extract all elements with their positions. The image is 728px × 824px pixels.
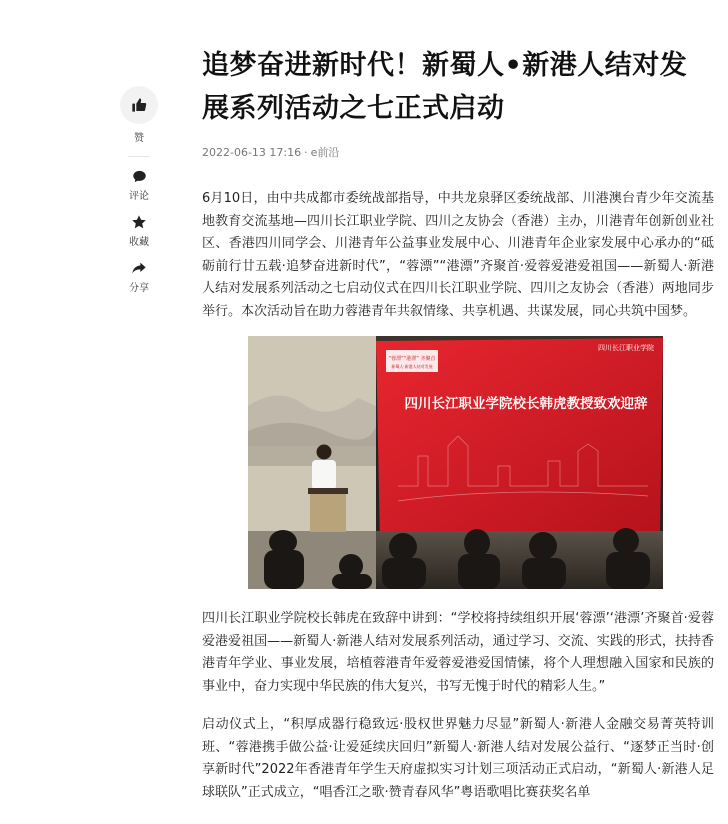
article-source[interactable]: e前沿 xyxy=(310,146,340,159)
podium xyxy=(308,488,348,532)
article-paragraph: 6月10日，由中共成都市委统战部指导，中共龙泉驿区委统战部、川港澳台青少年交流基地教育交流基地—四川长江职业学院、四川之友协会（香港）主办，川港青年创新创业社区、香港四川同学会、川港青年公益事业发展中心、川港青年企业家发展中心承办的“砥砺前行廿五载·追梦奋进新时代”，“蓉漂”“港漂”齐聚首·爱蓉爱港爱祖国——新蜀人·新港人结对发展系列活动之七启动仪式在四川长江职业学院、四川之友协会（香港）两地同步举行。本次活动旨在助力蓉港青年共叙情缘、共享机遇、共谋发展，同心共筑中国梦。 xyxy=(202,191,714,319)
article-paragraph: 启动仪式上，“积厚成器行稳致远·股权世界魅力尽显”新蜀人·新港人金融交易菁英特训班、“蓉港携手做公益·让爱延续庆回归”新蜀人·新港人结对发展公益行、“逐梦正当时·创享新时代”2022年香港青年学生天府虚拟实习计划三项活动正式启动，“新蜀人·新港人足球联队”正式成立，“唱香江之歌·赞青春风华”粤语歌唱比赛获奖名单 xyxy=(202,717,714,800)
thumbs-up-icon xyxy=(131,97,147,113)
article-meta xyxy=(202,144,714,160)
screen-small-sub: 新蜀人·新港人结对发展 xyxy=(391,364,433,369)
screen-caption: 四川长江职业学院校长韩虎教授致欢迎辞 xyxy=(404,396,648,412)
comment-label: 评论 xyxy=(129,191,149,202)
collect-button[interactable] xyxy=(119,214,159,248)
comment-icon xyxy=(132,169,147,184)
like-button[interactable] xyxy=(120,86,158,124)
comment-button[interactable] xyxy=(119,169,159,202)
screen-logo-text: 四川长江职业学院 xyxy=(598,344,654,352)
article xyxy=(202,44,714,804)
publish-date: 2022-06-13 17:16 xyxy=(202,146,302,159)
share-label: 分享 xyxy=(129,283,149,294)
article-photo[interactable] xyxy=(248,336,663,589)
screen-small-title: “蓉漂”“港漂” 齐聚首 xyxy=(388,356,436,362)
article-title: 追梦奋进新时代！新蜀人•新港人结对发展系列活动之七正式启动 xyxy=(202,50,688,124)
event-photo-illustration xyxy=(248,336,663,589)
star-icon xyxy=(131,214,147,230)
collect-label: 收藏 xyxy=(129,237,149,248)
sidebar-divider xyxy=(128,156,150,157)
share-icon xyxy=(131,260,147,276)
like-label: 赞 xyxy=(134,133,144,144)
article-paragraph: 四川长江职业学院校长韩虎在致辞中讲到：“学校将持续组织开展‘蓉漂’‘港漂’齐聚首·爱蓉爱港爱祖国——新蜀人·新港人结对发展系列活动，通过学习、交流、实践的形式，扶持香港青年学业、事业发展，培植蓉港青年爱蓉爱港爱国情愫，将个人理想融入国家和民族的事业中，奋力实现中华民族的伟大复兴，书写无愧于时代的精彩人生。” xyxy=(202,611,714,694)
share-button[interactable] xyxy=(119,260,159,294)
action-sidebar xyxy=(119,86,159,306)
meta-separator: · xyxy=(304,146,308,159)
